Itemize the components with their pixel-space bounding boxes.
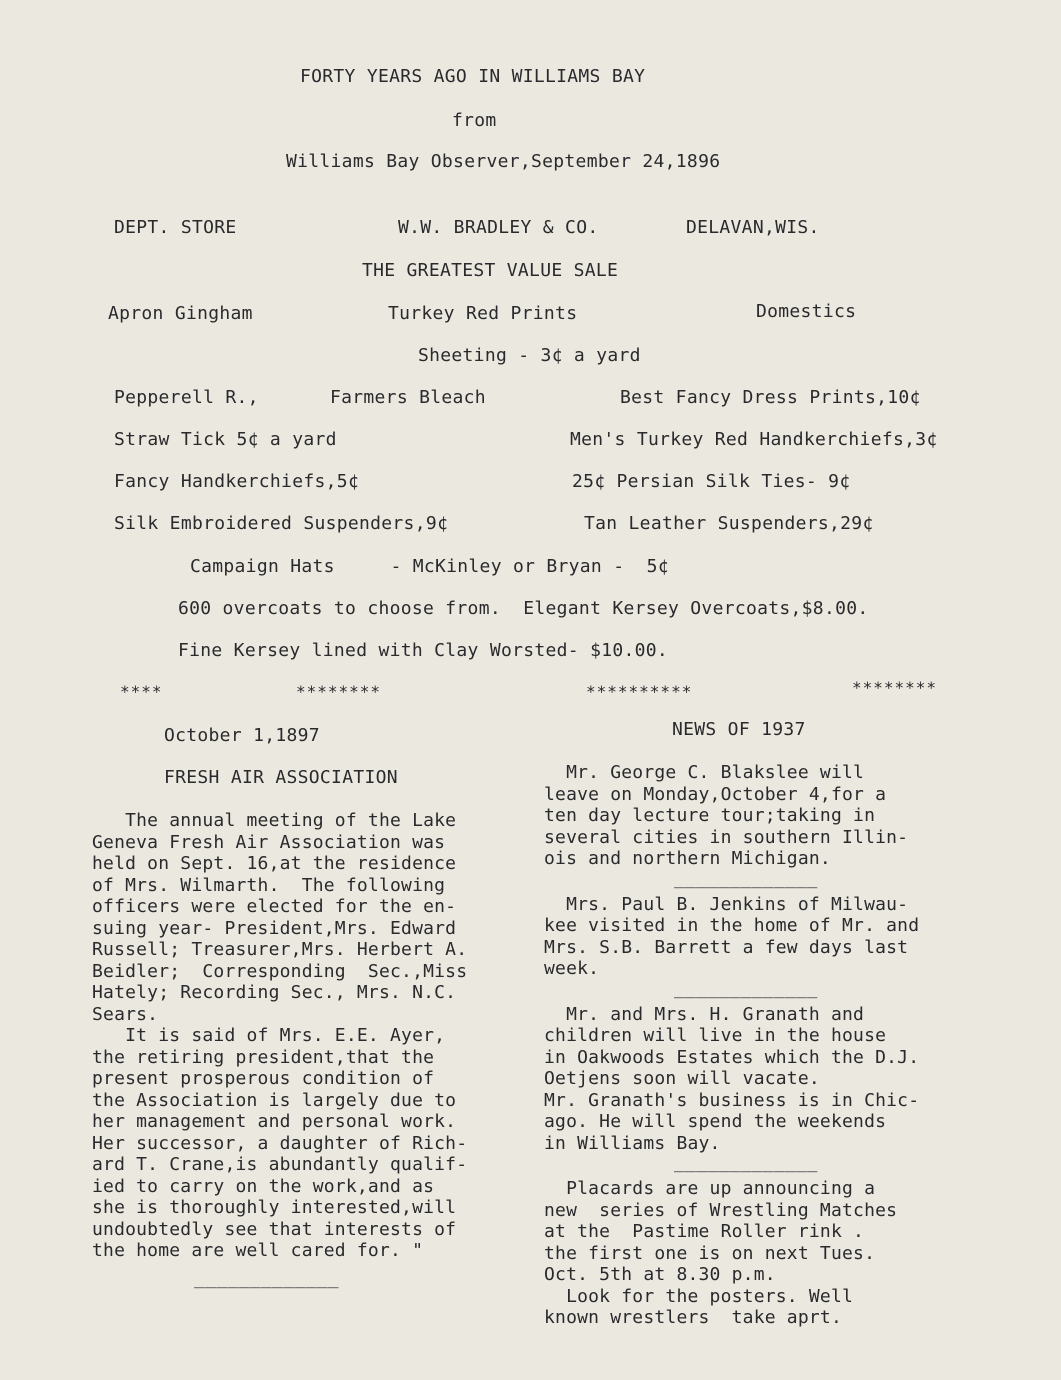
star-divider: ********** <box>586 682 693 701</box>
text-line: ois and northern Michigan. <box>544 848 831 869</box>
text-line: Mr. George C. Blakslee will <box>544 762 865 783</box>
text-line: ard T. Crane,is abundantly qualif- <box>92 1154 468 1175</box>
text-line: The annual meeting of the Lake <box>92 810 457 831</box>
text-line: children will live in the house <box>544 1025 887 1046</box>
text-line: of Mrs. Wilmarth. The following <box>92 874 446 896</box>
text-line: Look for the posters. Well <box>544 1285 854 1307</box>
text-line: her management and personal work. <box>92 1111 457 1132</box>
text-line: Sears. <box>92 1003 159 1025</box>
ad-item: Pepperell R., <box>114 387 259 408</box>
ad-item: Apron Gingham <box>108 303 253 324</box>
news-item <box>544 894 919 998</box>
text-line: Mrs. S.B. Barrett a few days last <box>544 936 909 958</box>
text-line: Mrs. Paul B. Jenkins of Milwau- <box>544 893 909 915</box>
sale-headline: THE GREATEST VALUE SALE <box>362 260 619 281</box>
text-line: kee visited in the home of Mr. and <box>544 915 920 936</box>
news-item <box>544 1004 919 1173</box>
ad-item: Farmers Bleach <box>330 387 486 408</box>
text-line: the home are well cared for. " <box>92 1240 424 1261</box>
store-location: DELAVAN,WIS. <box>686 217 820 238</box>
star-divider: ******** <box>852 678 938 697</box>
text-line: officers were elected for the en- <box>92 896 457 917</box>
text-line: ago. He will spend the weekends <box>544 1111 887 1132</box>
star-divider: **** <box>120 682 163 701</box>
text-line: held on Sept. 16,at the residence <box>92 853 457 874</box>
text-line: the Association is largely due to <box>92 1089 457 1111</box>
text-line: Her successor, a daughter of Rich- <box>92 1132 468 1154</box>
left-column-body <box>92 810 467 1262</box>
text-line: present prosperous condition of <box>92 1068 435 1089</box>
text-line: Mr. Granath's business is in Chic- <box>544 1089 920 1111</box>
text-line: the retiring president,that the <box>92 1046 435 1068</box>
ad-item: Tan Leather Suspenders,29¢ <box>584 513 874 534</box>
text-line: Oetjens soon will vacate. <box>544 1068 820 1089</box>
text-line: undoubtedly see that interests of <box>92 1218 457 1240</box>
text-line: at the Pastime Roller rink . <box>544 1221 865 1242</box>
text-line: It is said of Mrs. E.E. Ayer, <box>92 1025 446 1046</box>
text-line: Hately; Recording Sec., Mrs. N.C. <box>92 982 457 1003</box>
left-column-rule: _____________ <box>194 1268 339 1289</box>
ad-item: Straw Tick 5¢ a yard <box>114 429 337 450</box>
text-line: ied to carry on the work,and as <box>92 1175 435 1197</box>
text-line: several cities in southern Illin- <box>544 826 909 848</box>
text-line: Russell; Treasurer,Mrs. Herbert A. <box>92 939 468 960</box>
ad-item: Turkey Red Prints <box>388 303 578 324</box>
store-name: W.W. BRADLEY & CO. <box>398 217 599 238</box>
ad-item: Silk Embroidered Suspenders,9¢ <box>114 513 449 534</box>
text-line: known wrestlers take aprt. <box>544 1307 842 1328</box>
ad-item: Fancy Handkerchiefs,5¢ <box>114 471 360 492</box>
text-line: week. <box>544 958 600 979</box>
text-line: new series of Wrestling Matches <box>544 1199 898 1221</box>
ad-item: Men's Turkey Red Handkerchiefs,3¢ <box>570 429 938 450</box>
left-column-heading: FRESH AIR ASSOCIATION <box>164 767 398 788</box>
source-line: Williams Bay Observer,September 24,1896 <box>286 151 721 172</box>
text-line: Mr. and Mrs. H. Granath and <box>544 1003 865 1025</box>
campaign-hats-line: Campaign Hats - McKinley or Bryan - 5¢ <box>190 556 669 577</box>
star-divider: ******** <box>296 682 382 701</box>
text-line: Geneva Fresh Air Association was <box>92 831 446 853</box>
kersey-line: Fine Kersey lined with Clay Worsted- $10.00. <box>178 640 669 661</box>
news-item <box>544 1178 919 1329</box>
news-rule: _____________ <box>674 1152 818 1173</box>
news-item <box>544 762 919 888</box>
text-line: suing year- President,Mrs. Edward <box>92 917 457 939</box>
ad-item: Best Fancy Dress Prints,10¢ <box>620 387 921 408</box>
overcoats-line: 600 overcoats to choose from. Elegant Kersey Overcoats,$8.00. <box>178 598 869 619</box>
left-column-date: October 1,1897 <box>164 725 320 746</box>
text-line: Beidler; Corresponding Sec.,Miss <box>92 960 468 982</box>
from-label: from <box>452 110 497 131</box>
sheeting-line: Sheeting - 3¢ a yard <box>418 345 641 366</box>
text-line: in Williams Bay. <box>544 1132 721 1154</box>
text-line: in Oakwoods Estates which the D.J. <box>544 1046 920 1068</box>
right-column-body <box>544 762 919 1329</box>
ad-item: Domestics <box>756 301 857 322</box>
right-column-heading: NEWS OF 1937 <box>672 719 806 740</box>
text-line: she is thoroughly interested,will <box>92 1197 457 1218</box>
ad-item: 25¢ Persian Silk Ties- 9¢ <box>572 471 851 492</box>
store-type: DEPT. STORE <box>114 217 237 238</box>
text-line: ten day lecture tour;taking in <box>544 805 876 826</box>
text-line: Oct. 5th at 8.30 p.m. <box>544 1264 776 1285</box>
news-rule: _____________ <box>674 867 818 889</box>
page-title: FORTY YEARS AGO IN WILLIAMS BAY <box>300 66 646 87</box>
text-line: leave on Monday,October 4,for a <box>544 783 887 805</box>
news-rule: _____________ <box>674 977 818 999</box>
text-line: the first one is on next Tues. <box>544 1242 876 1264</box>
text-line: Placards are up announcing a <box>544 1178 876 1199</box>
